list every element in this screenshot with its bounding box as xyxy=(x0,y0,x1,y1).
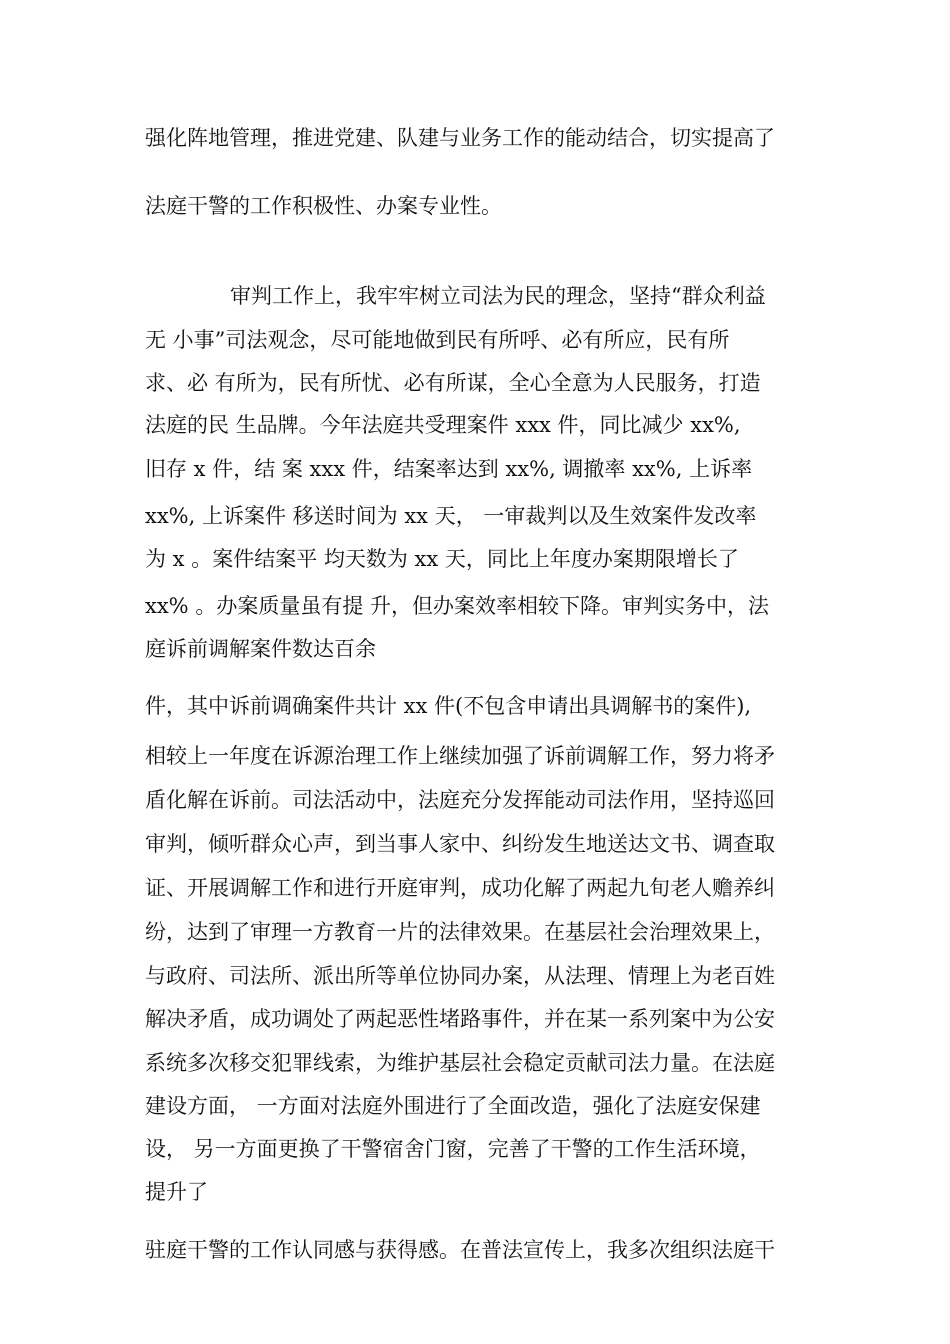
text-line: 法庭干警的工作积极性、办案专业性。 xyxy=(145,194,502,218)
text-line: 审判，倾听群众心声，到当事人家中、纠纷发生地送达文书、调查取 xyxy=(145,832,775,856)
text-line: 无 小事”司法观念，尽可能地做到民有所呼、必有所应，民有所 xyxy=(145,328,730,352)
text-line: 求、必 有所为，民有所忧、必有所谋，全心全意为人民服务，打造 xyxy=(145,371,761,395)
text-line: 法庭的民 生品牌。今年法庭共受理案件 xxx 件，同比减少 xx%, xyxy=(145,413,741,437)
text-line: xx%, 上诉案件 移送时间为 xx 天， 一审裁判以及生效案件发改率 xyxy=(145,504,757,528)
text-line: 为 x 。案件结案平 均天数为 xx 天，同比上年度办案期限增长了 xyxy=(145,547,739,571)
text-line: 旧存 x 件，结 案 xxx 件，结案率达到 xx%, 调撤率 xx%, 上诉率 xyxy=(145,457,753,481)
text-line: 强化阵地管理，推进党建、队建与业务工作的能动结合，切实提高了 xyxy=(145,126,775,150)
text-line: 解决矛盾，成功调处了两起恶性堵路事件，并在某一系列案中为公安 xyxy=(145,1007,775,1031)
text-line: 件，其中诉前调确案件共计 xx 件(不包含申请出具调解书的案件), xyxy=(145,694,752,718)
text-line: xx% 。办案质量虽有提 升，但办案效率相较下降。审判实务中，法 xyxy=(145,594,769,618)
text-line: 驻庭干警的工作认同感与获得感。在普法宣传上，我多次组织法庭干 xyxy=(145,1238,775,1262)
text-line: 庭诉前调解案件数达百余 xyxy=(145,637,376,661)
text-line: 系统多次移交犯罪线索，为维护基层社会稳定贡献司法力量。在法庭 xyxy=(145,1051,775,1075)
text-line: 建设方面， 一方面对法庭外围进行了全面改造，强化了法庭安保建 xyxy=(145,1094,761,1118)
text-line: 证、开展调解工作和进行开庭审判，成功化解了两起九旬老人赡养纠 xyxy=(145,876,775,900)
text-line: 与政府、司法所、派出所等单位协同办案，从法理、情理上为老百姓 xyxy=(145,964,775,988)
text-line: 相较上一年度在诉源治理工作上继续加强了诉前调解工作，努力将矛 xyxy=(145,744,775,768)
paragraph-first-line: 审判工作上，我牢牢树立司法为民的理念，坚持“群众利益 xyxy=(230,284,766,308)
text-line: 设， 另一方面更换了干警宿舍门窗，完善了干警的工作生活环境， xyxy=(145,1137,761,1161)
text-line: 纷，达到了审理一方教育一片的法律效果。在基层社会治理效果上， xyxy=(145,920,775,944)
text-line: 提升了 xyxy=(145,1180,208,1204)
text-line: 盾化解在诉前。司法活动中，法庭充分发挥能动司法作用，坚持巡回 xyxy=(145,788,775,812)
